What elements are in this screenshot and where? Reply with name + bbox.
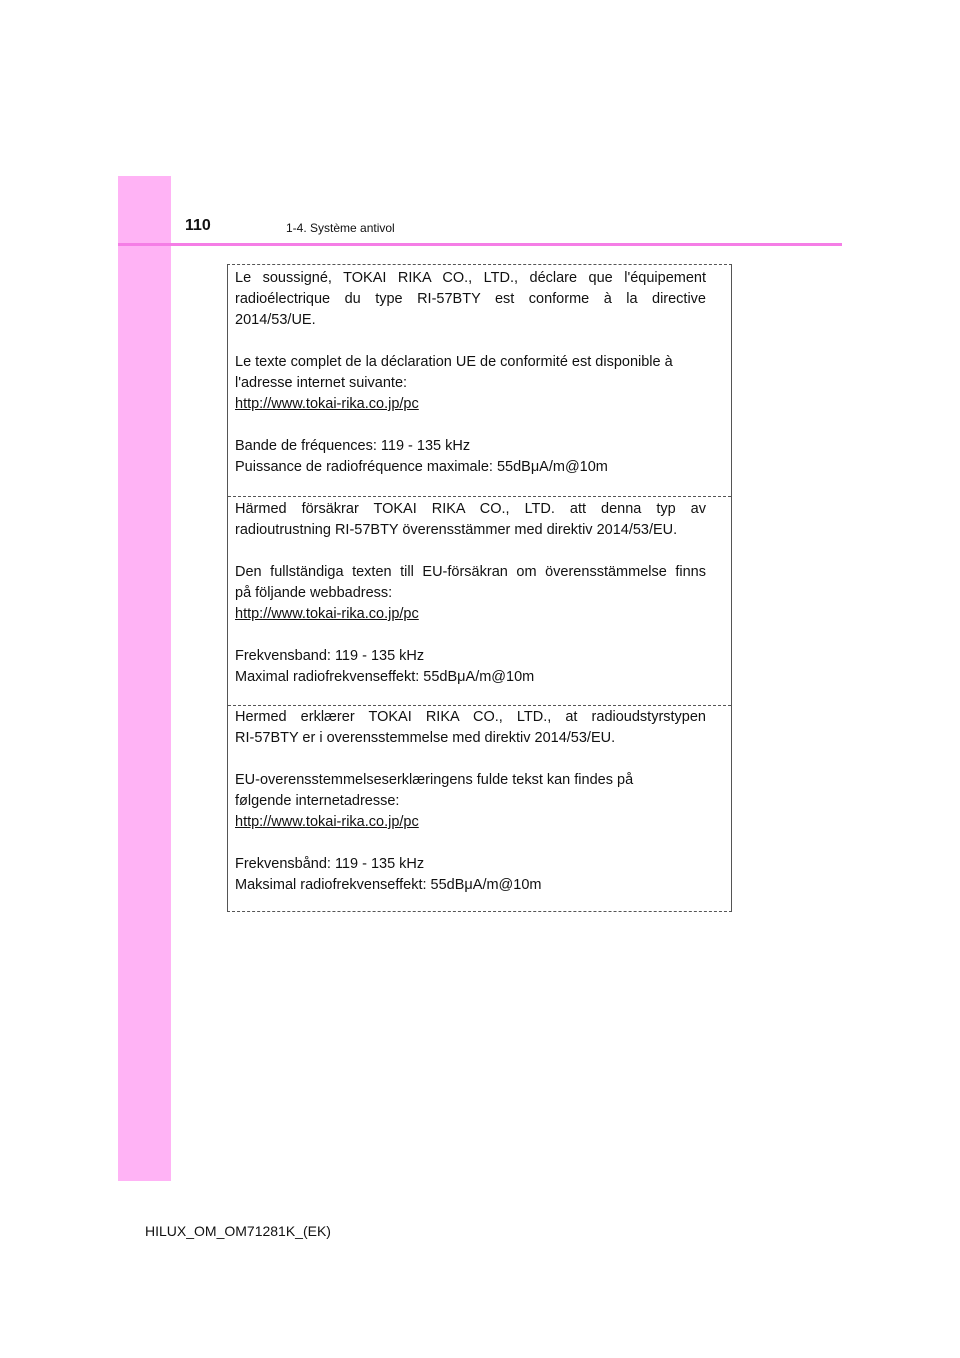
text-line: radioélectrique du type RI-57BTY est conforme à la directive — [235, 291, 706, 307]
conformity-link[interactable]: http://www.tokai-rika.co.jp/pc — [235, 396, 419, 412]
chapter-tab — [118, 176, 171, 1181]
conformity-link[interactable]: http://www.tokai-rika.co.jp/pc — [235, 606, 419, 622]
text-line: radioutrustning RI-57BTY överensstämmer med direktiv 2014/53/EU. — [235, 522, 678, 538]
section-title: 1-4. Système antivol — [286, 221, 395, 235]
text-line: Hermed erklærer TOKAI RIKA CO., LTD., at radioudstyrstypen — [235, 709, 706, 725]
text-line: Le soussigné, TOKAI RIKA CO., LTD., déclare que l'équipement — [235, 270, 706, 286]
text-line: Puissance de radiofréquence maximale: 55dBμA/m@10m — [235, 459, 608, 475]
text-line: Frekvensbånd: 119 - 135 kHz — [235, 856, 425, 872]
text-line: EU-overensstemmelseserklæringens fulde tekst kan findes på — [235, 772, 634, 788]
text-line: på följande webbadress: — [235, 585, 393, 601]
text-line: Frekvensband: 119 - 135 kHz — [235, 648, 425, 664]
text-line: 2014/53/UE. — [235, 312, 316, 328]
text-line: følgende internetadresse: — [235, 793, 400, 809]
declaration-swedish — [235, 499, 706, 688]
section-divider — [228, 705, 731, 706]
conformity-link[interactable]: http://www.tokai-rika.co.jp/pc — [235, 814, 419, 830]
text-line: l'adresse internet suivante: — [235, 375, 408, 391]
text-line: Den fullständiga texten till EU-försäkran om överensstämmelse finns — [235, 564, 706, 580]
text-line: Bande de fréquences: 119 - 135 kHz — [235, 438, 471, 454]
page-number: 110 — [185, 217, 211, 234]
text-line: Maksimal radiofrekvenseffekt: 55dBμA/m@10m — [235, 877, 542, 893]
text-line: Härmed försäkrar TOKAI RIKA CO., LTD. att denna typ av — [235, 501, 706, 517]
header-rule — [118, 243, 842, 246]
declaration-french — [235, 268, 706, 478]
document-code: HILUX_OM_OM71281K_(EK) — [145, 1223, 331, 1239]
text-line: Maximal radiofrekvenseffekt: 55dBμA/m@10m — [235, 669, 535, 685]
section-divider — [228, 496, 731, 497]
declaration-box — [227, 264, 732, 912]
declaration-danish — [235, 707, 706, 896]
text-line: RI-57BTY er i overensstemmelse med direktiv 2014/53/EU. — [235, 730, 616, 746]
text-line: Le texte complet de la déclaration UE de conformité est disponible à — [235, 354, 673, 370]
